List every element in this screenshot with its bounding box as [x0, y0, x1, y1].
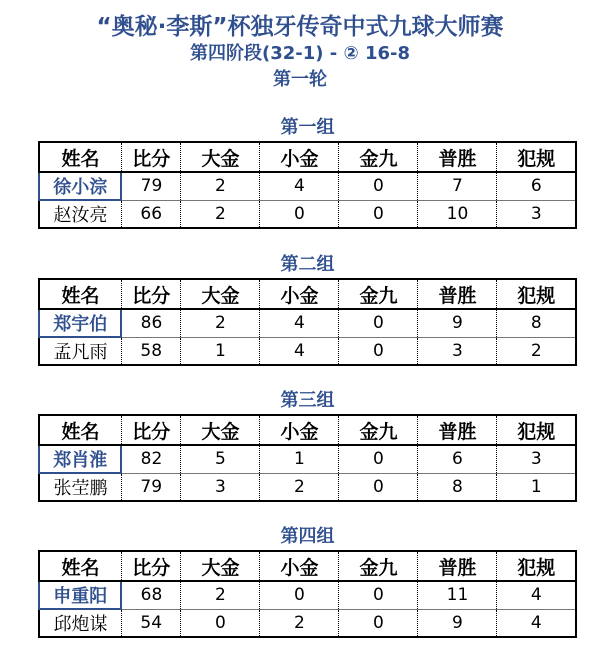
score-table	[38, 141, 577, 229]
small-gold-cell: 0	[260, 200, 339, 228]
score-cell: 79	[121, 172, 181, 200]
col-header-foul: 犯规	[497, 142, 576, 172]
col-header-normal-win: 普胜	[418, 142, 497, 172]
golden-nine-cell: 0	[339, 309, 418, 337]
normal-win-cell: 9	[418, 309, 497, 337]
col-header-big-gold: 大金	[181, 279, 260, 309]
golden-nine-cell: 0	[339, 581, 418, 609]
golden-nine-cell: 0	[339, 172, 418, 200]
col-header-score: 比分	[121, 415, 181, 445]
big-gold-cell: 2	[181, 309, 260, 337]
foul-cell: 1	[497, 473, 576, 501]
golden-nine-cell: 0	[339, 337, 418, 365]
col-header-golden-nine: 金九	[339, 279, 418, 309]
golden-nine-cell: 0	[339, 609, 418, 637]
col-header-small-gold: 小金	[260, 279, 339, 309]
player-name-winner: 郑宇伯	[39, 309, 121, 337]
table-row	[39, 445, 576, 473]
foul-cell: 6	[497, 172, 576, 200]
table-row	[39, 200, 576, 228]
col-header-name: 姓名	[39, 142, 121, 172]
stage-subtitle: 第四阶段(32-1) - ② 16-8	[189, 43, 411, 64]
score-cell: 82	[121, 445, 181, 473]
col-header-score: 比分	[121, 551, 181, 581]
score-table	[38, 414, 577, 502]
golden-nine-cell: 0	[339, 473, 418, 501]
small-gold-cell: 0	[260, 581, 339, 609]
player-name: 赵汝亮	[39, 200, 121, 228]
col-header-normal-win: 普胜	[418, 279, 497, 309]
table-row	[39, 172, 576, 200]
player-name: 邱炮谋	[39, 609, 121, 637]
col-header-small-gold: 小金	[260, 551, 339, 581]
player-name-winner: 申重阳	[39, 581, 121, 609]
player-name: 孟凡雨	[39, 337, 121, 365]
foul-cell: 3	[497, 200, 576, 228]
col-header-golden-nine: 金九	[339, 415, 418, 445]
foul-cell: 8	[497, 309, 576, 337]
col-header-foul: 犯规	[497, 279, 576, 309]
big-gold-cell: 0	[181, 609, 260, 637]
golden-nine-cell: 0	[339, 200, 418, 228]
header-row	[39, 279, 576, 309]
small-gold-cell: 2	[260, 473, 339, 501]
group-1	[38, 115, 577, 229]
col-header-foul: 犯规	[497, 415, 576, 445]
table-row	[39, 337, 576, 365]
small-gold-cell: 4	[260, 172, 339, 200]
col-header-normal-win: 普胜	[418, 551, 497, 581]
small-gold-cell: 4	[260, 337, 339, 365]
foul-cell: 4	[497, 609, 576, 637]
group-4	[38, 524, 577, 638]
group-2	[38, 252, 577, 366]
col-header-name: 姓名	[39, 279, 121, 309]
player-name-winner: 徐小淙	[39, 172, 121, 200]
big-gold-cell: 1	[181, 337, 260, 365]
small-gold-cell: 2	[260, 609, 339, 637]
col-header-golden-nine: 金九	[339, 551, 418, 581]
col-header-name: 姓名	[39, 551, 121, 581]
col-header-name: 姓名	[39, 415, 121, 445]
table-row	[39, 473, 576, 501]
score-table	[38, 278, 577, 366]
col-header-small-gold: 小金	[260, 415, 339, 445]
col-header-normal-win: 普胜	[418, 415, 497, 445]
round-label: 第一轮	[273, 69, 327, 90]
score-cell: 68	[121, 581, 181, 609]
col-header-foul: 犯规	[497, 551, 576, 581]
col-header-small-gold: 小金	[260, 142, 339, 172]
page-title: “奥秘·李斯”杯独牙传奇中式九球大师赛	[96, 14, 504, 40]
normal-win-cell: 7	[418, 172, 497, 200]
header-row	[39, 142, 576, 172]
big-gold-cell: 2	[181, 581, 260, 609]
normal-win-cell: 6	[418, 445, 497, 473]
score-cell: 79	[121, 473, 181, 501]
player-name-winner: 郑肖淮	[39, 445, 121, 473]
golden-nine-cell: 0	[339, 445, 418, 473]
group-3	[38, 388, 577, 502]
score-cell: 58	[121, 337, 181, 365]
score-table	[38, 550, 577, 638]
header-row	[39, 551, 576, 581]
table-row	[39, 581, 576, 609]
col-header-big-gold: 大金	[181, 142, 260, 172]
small-gold-cell: 4	[260, 309, 339, 337]
score-cell: 66	[121, 200, 181, 228]
big-gold-cell: 3	[181, 473, 260, 501]
normal-win-cell: 8	[418, 473, 497, 501]
col-header-big-gold: 大金	[181, 415, 260, 445]
table-row	[39, 309, 576, 337]
normal-win-cell: 3	[418, 337, 497, 365]
normal-win-cell: 9	[418, 609, 497, 637]
big-gold-cell: 2	[181, 172, 260, 200]
group-title: 第一组	[280, 117, 335, 138]
player-name: 张茔鹏	[39, 473, 121, 501]
table-row	[39, 609, 576, 637]
foul-cell: 3	[497, 445, 576, 473]
normal-win-cell: 10	[418, 200, 497, 228]
col-header-score: 比分	[121, 142, 181, 172]
group-title: 第四组	[280, 526, 335, 547]
big-gold-cell: 5	[181, 445, 260, 473]
big-gold-cell: 2	[181, 200, 260, 228]
col-header-big-gold: 大金	[181, 551, 260, 581]
score-cell: 86	[121, 309, 181, 337]
col-header-golden-nine: 金九	[339, 142, 418, 172]
group-title: 第二组	[280, 254, 335, 275]
group-title: 第三组	[280, 390, 335, 411]
normal-win-cell: 11	[418, 581, 497, 609]
foul-cell: 4	[497, 581, 576, 609]
small-gold-cell: 1	[260, 445, 339, 473]
col-header-score: 比分	[121, 279, 181, 309]
foul-cell: 2	[497, 337, 576, 365]
score-cell: 54	[121, 609, 181, 637]
header-row	[39, 415, 576, 445]
